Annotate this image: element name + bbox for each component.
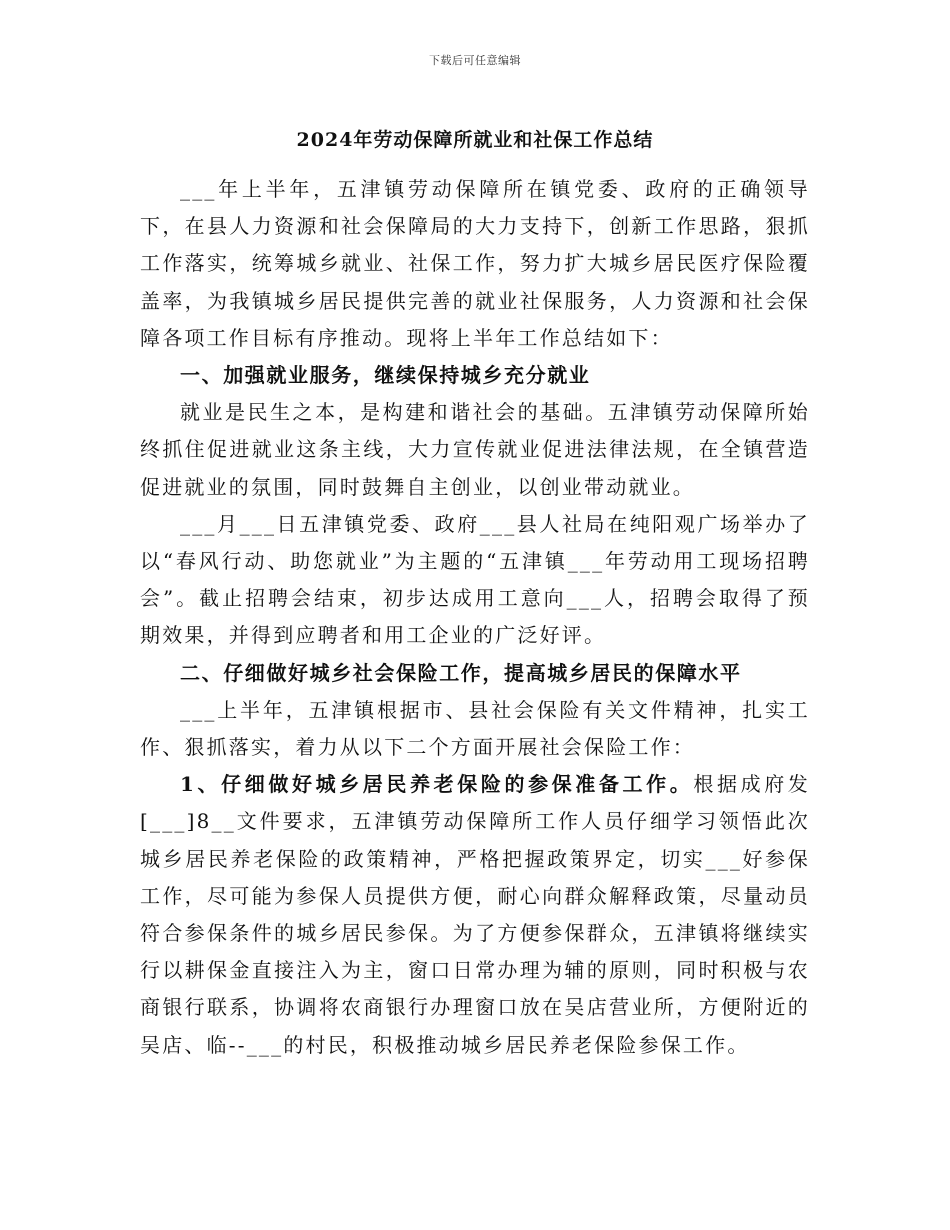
document-body xyxy=(140,171,810,1064)
subsection-paragraph-1 xyxy=(140,766,810,1064)
section-heading-1: 一、加强就业服务，继续保持城乡充分就业 xyxy=(180,363,591,388)
subsection-body-1: 根据成府发[___]8__文件要求，五津镇劳动保障所工作人员仔细学习领悟此次城乡居民养老保险的政策精神，严格把握政策界定，切实___好参保工作，尽可能为参保人员提供方便，耐心向群众解释政策，尽量动员符合参保条件的城乡居民参保。为了方便参保群众，五津镇将继续实行以耕保金直接注入为主，窗口日常办理为辅的原则，同时积极与农商银行联系，协调将农商银行办理窗口放在吴店营业所，方便附近的吴店、临--___的村民，积极推动城乡居民养老保险参保工作。 xyxy=(140,772,811,1057)
intro-paragraph: ___年上半年，五津镇劳动保障所在镇党委、政府的正确领导下，在县人力资源和社会保障局的大力支持下，创新工作思路，狠抓工作落实，统筹城乡就业、社保工作，努力扩大城乡居民医疗保险覆盖率，为我镇城乡居民提供完善的就业社保服务，人力资源和社会保障各项工作目标有序推动。现将上半年工作总结如下： xyxy=(140,177,810,350)
section-2-paragraph-1: ___上半年，五津镇根据市、县社会保险有关文件精神，扎实工作、狠抓落实，着力从以下二个方面开展社会保险工作： xyxy=(140,697,810,760)
document-title: 2024年劳动保障所就业和社保工作总结 xyxy=(296,129,654,151)
section-heading-2: 二、仔细做好城乡社会保险工作，提高城乡居民的保障水平 xyxy=(180,660,742,685)
section-1-paragraph-2: ___月___日五津镇党委、政府___县人社局在纯阳观广场举办了以“春风行动、助您就业”为主题的“五津镇___年劳动用工现场招聘会”。截止招聘会结束，初步达成用工意向___人，招聘会取得了预期效果，并得到应聘者和用工企业的广泛好评。 xyxy=(140,511,810,648)
subsection-heading-1: 1、仔细做好城乡居民养老保险的参保准备工作。 xyxy=(180,772,694,797)
header-note: 下载后可任意编辑 xyxy=(429,54,521,67)
section-1-paragraph-1: 就业是民生之本，是构建和谐社会的基础。五津镇劳动保障所始终抓住促进就业这条主线，大力宣传就业促进法律法规，在全镇营造促进就业的氛围，同时鼓舞自主创业，以创业带动就业。 xyxy=(140,400,810,499)
